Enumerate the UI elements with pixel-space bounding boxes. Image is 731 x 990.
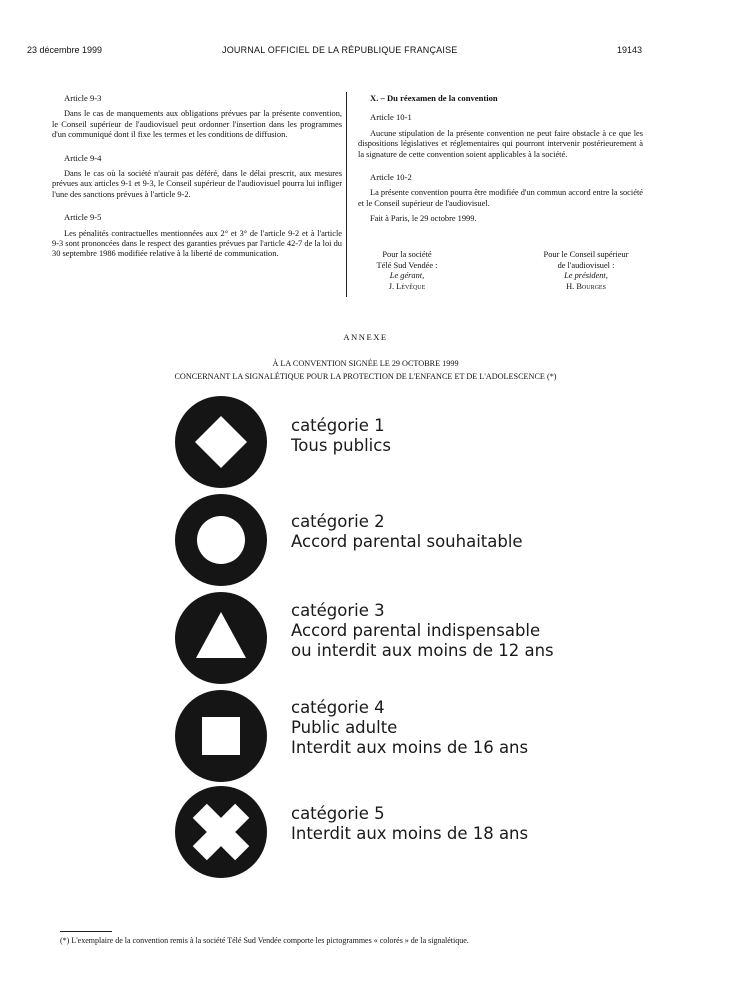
cross-icon	[175, 786, 267, 878]
section-heading: X. – Du réexamen de la convention	[370, 93, 498, 103]
journal-title: JOURNAL OFFICIEL DE LA RÉPUBLIQUE FRANÇAISE	[222, 45, 458, 55]
footnote-rule	[60, 931, 112, 932]
article-10-1-title: Article 10-1	[370, 112, 412, 123]
article-9-3-text: Dans le cas de manquements aux obligations prévues par la présente convention, le Conseil supérieur de l'audiovisuel peut ordonner l'insertion dans les programmes d'un communiqué dont il fixe les termes et les conditions de diffusion.	[52, 109, 342, 140]
annex-subtitle-2: CONCERNANT LA SIGNALÉTIQUE POUR LA PROTECTION DE L'ENFANCE ET DE L'ADOLESCENCE (*)	[174, 372, 557, 381]
category-3	[291, 601, 554, 661]
category-4	[291, 698, 528, 758]
category-4-label: Public adulte	[291, 718, 398, 737]
circle-icon	[175, 494, 267, 586]
article-9-5-text: Les pénalités contractuelles mentionnées aux 2° et 3° de l'article 9-2 et à l'article 9-3 sont prononcées dans le respect des garanties prévues par l'article 42-7 de la loi du 30 septembre 1986 modifiée relative à la liberté de communication.	[52, 228, 342, 259]
category-1-title: catégorie 1	[291, 416, 385, 435]
article-9-4-title: Article 9-4	[64, 152, 102, 163]
triangle-icon	[175, 592, 267, 684]
category-1	[291, 416, 391, 456]
category-5	[291, 804, 528, 844]
category-4-title: catégorie 4	[291, 698, 385, 717]
fait-a-paris: Fait à Paris, le 29 octobre 1999.	[370, 214, 477, 224]
article-9-4-text: Dans le cas où la société n'aurait pas déféré, dans le délai prescrit, aux mesures prévues aux articles 9-1 et 9-3, le Conseil supérieur de l'audiovisuel pourra lui infliger l'une des sanctions prévues à l'article 9-2.	[52, 169, 342, 199]
category-2-label: Accord parental souhaitable	[291, 532, 523, 551]
sig1-line3: Le gérant,	[389, 271, 425, 280]
article-10-2-text: La présente convention pourra être modifiée d'un commun accord entre la société et le Conseil supérieur de l'audiovisuel.	[358, 188, 643, 208]
annex-subtitle-1: À LA CONVENTION SIGNÉE LE 29 OCTOBRE 1999	[272, 359, 459, 368]
article-9-3-title: Article 9-3	[64, 93, 102, 103]
sig2-line3: Le président,	[564, 271, 608, 280]
square-icon	[175, 690, 267, 782]
category-4-label-2: Interdit aux moins de 16 ans	[291, 738, 529, 757]
sig2-line4: H. Bourges	[566, 281, 606, 291]
annex-title: ANNEXE	[343, 332, 388, 342]
category-1-label: Tous publics	[291, 436, 391, 455]
column-divider	[346, 92, 347, 297]
category-2	[291, 512, 523, 552]
sig2-line1: Pour le Conseil supérieur	[543, 250, 629, 259]
category-3-title: catégorie 3	[291, 601, 385, 620]
article-10-1-text: Aucune stipulation de la présente convention ne peut faire obstacle à ce que les dispositions législatives et réglementaires qui pourront intervenir postérieurement à la signature de cette convention soient applicables à la société.	[358, 128, 643, 159]
page-number: 19143	[617, 45, 643, 55]
left-column	[52, 93, 342, 260]
article-10-2-title: Article 10-2	[370, 172, 412, 183]
footnote: (*) L'exemplaire de la convention remis à la société Télé Sud Vendée comporte les pictogrammes « colorés » de la signalétique.	[60, 936, 469, 945]
sig1-line4: J. Lévêque	[388, 281, 426, 291]
category-5-title: catégorie 5	[291, 804, 385, 823]
category-5-label: Interdit aux moins de 18 ans	[291, 824, 529, 843]
signature-conseil	[518, 250, 654, 292]
page-date: 23 décembre 1999	[27, 45, 103, 55]
sig1-line1: Pour la société	[382, 250, 432, 259]
signature-societe	[352, 250, 462, 292]
sig2-line2: de l'audiovisuel :	[557, 260, 615, 270]
article-9-5-title: Article 9-5	[64, 212, 102, 223]
category-3-label: Accord parental indispensable	[291, 621, 541, 640]
diamond-icon	[175, 396, 267, 488]
category-3-label-2: ou interdit aux moins de 12 ans	[291, 641, 554, 660]
category-2-title: catégorie 2	[291, 512, 385, 531]
right-column	[358, 93, 643, 225]
sig1-line2: Télé Sud Vendée :	[376, 260, 438, 270]
